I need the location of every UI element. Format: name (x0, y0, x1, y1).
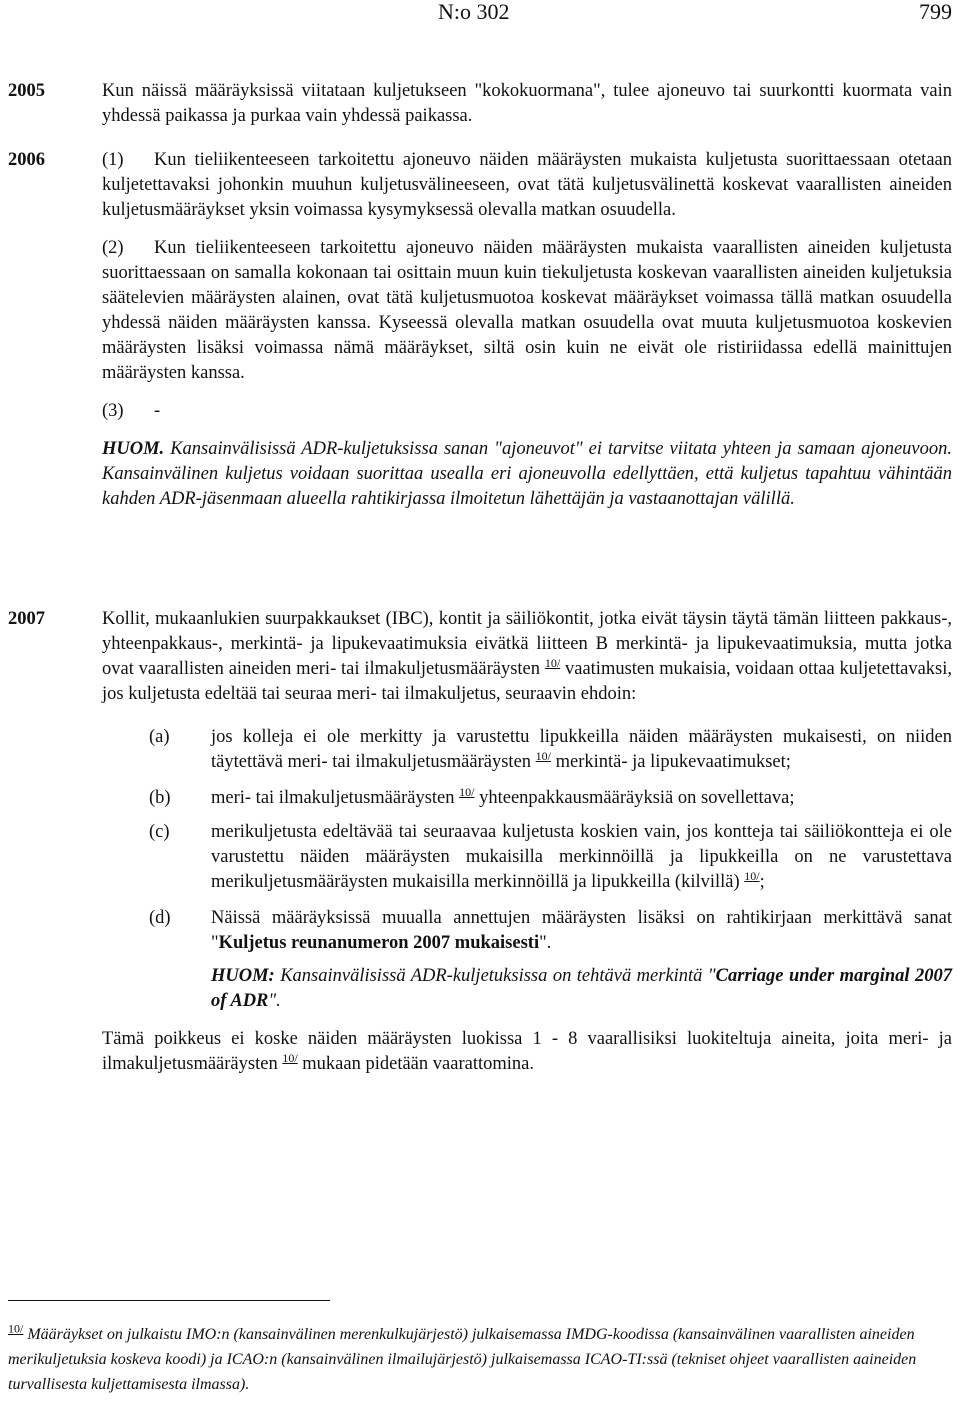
item-text-part: ". (539, 933, 552, 953)
item-text-part: merkintä- ja lipukevaatimukset; (555, 752, 791, 772)
paragraph-label: (3) (102, 401, 124, 421)
section-body (102, 148, 952, 512)
footnote-reference[interactable]: 10/ (535, 748, 551, 763)
note-2007 (149, 964, 952, 1014)
paragraph-text: Kun tieliikenteeseen tarkoitettu ajoneuvo näiden määräysten mukaista vaarallisten aineiden kuljetusta suorittaessaan on samalla kokonaan tai osittain muun kuin tiekuljetusta koskevan vaarallisten aineiden kuljetuksia säätelevien määräysten alainen, ovat tätä kuljetusmuotoa koskevat määräykset voimassa tällä matkan osuudella yhdessä näiden määräysten kanssa. Kyseessä olevalla matkan osuudella ovat muuta kuljetusmuotoa koskevien määräysten lisäksi voimassa nämä määräykset, siltä osin kuin ne eivät ole ristiriidassa edellä mainittujen määräysten kanssa. (102, 238, 952, 383)
item-text-part: meri- tai ilmakuljetusmääräysten (211, 788, 455, 808)
page-number: 799 (919, 0, 952, 24)
footnote-reference[interactable]: 10/ (544, 655, 561, 670)
list-item-c (149, 820, 952, 895)
item-text-part: jos kolleja ei ole merkitty ja varustettu lipukkeilla näiden määräysten mukaisesti, on niiden täytettävä meri- tai ilmakuljetusmääräysten (211, 727, 952, 772)
list-item-label: (b) (149, 788, 171, 808)
section-body (102, 607, 952, 1077)
list-item-label: (a) (149, 727, 170, 747)
intro-text-continued: vaatimusten mukaisia, voidaan ottaa kuljetettavaksi, jos kuljetusta edeltää tai seuraa meri- tai ilmakuljetus, seuraavin ehdoin: (102, 659, 953, 704)
closing-paragraph (102, 1027, 952, 1077)
list-item-b (149, 786, 952, 811)
list-item-a (149, 725, 952, 775)
note-text-end: ". (268, 991, 281, 1011)
page-header-title: N:o 302 (438, 0, 510, 24)
intro-text: Kollit, mukaanlukien suurpakkaukset (IBC), kontit ja säiliökontit, jotka eivät täysin täytä tämän liitteen pakkaus-, yhteenpakkaus-, merkintä- ja lipukevaatimuksia eivätkä liitteen B merkintä- ja lipukevaatimuksia, mutta jotka ovat vaarallisten aineiden meri- tai ilmakuljetusmääräysten (102, 609, 952, 679)
list-item-label: (d) (149, 908, 171, 928)
section-body (102, 79, 952, 129)
list-item-label: (c) (149, 822, 170, 842)
footnote-marker: 10/ (8, 1321, 24, 1336)
list-item-text (211, 786, 952, 811)
list-item-text (211, 906, 952, 956)
paragraph-label: (2) (102, 238, 124, 258)
item-text-part: merikuljetusta edeltävää tai seuraavaa kuljetusta koskien vain, jos kontteja tai säiliökontteja ei ole varustettu näiden määräysten mukaisilla merkinnöillä ja lipukkeilla on ne varustettava merikuljetusmääräysten mukaisilla merkinnöillä ja lipukkeilla (kilvillä) (211, 822, 952, 892)
section-intro (102, 607, 952, 707)
footnote-reference[interactable]: 10/ (459, 784, 475, 799)
paragraph-text: Kun tieliikenteeseen tarkoitettu ajoneuvo näiden määräysten mukaista kuljetusta suorittaessaan otetaan kuljetettavaksi johonkin muuhun kuljetusvälineeseen, ovat tätä kuljetusvälinettä koskevat vaarallisten aineiden kuljetusmääräykset yksin voimassa kysymyksessä olevalla matkan osuudella. (102, 150, 952, 220)
list-item-d (149, 906, 952, 956)
list-item-text (211, 820, 952, 895)
item-text-part: ; (759, 872, 765, 892)
section-number: 2007 (8, 609, 45, 629)
list-item-text (211, 725, 952, 775)
closing-text: Tämä poikkeus ei koske näiden määräysten luokissa 1 - 8 vaarallisiksi luokiteltuja aineita, joita meri- ja ilmakuljetusmääräysten (102, 1029, 952, 1074)
section-number: 2006 (8, 150, 45, 170)
footnote-reference[interactable]: 10/ (282, 1050, 298, 1065)
section-number: 2005 (8, 81, 45, 101)
note-text-bold: Carriage under marginal 2007 of ADR (211, 966, 952, 1011)
note (102, 437, 952, 512)
section-text: Kun näissä määräyksissä viitataan kuljetukseen "kokokuormana", tulee ajoneuvo tai suurkontti kuormata vain yhdessä paikassa ja purkaa vain yhdessä paikassa. (102, 81, 952, 126)
note-heading: HUOM. (102, 439, 165, 459)
note-heading: HUOM: (211, 966, 275, 986)
item-text-part: Näissä määräyksissä muualla annettujen määräysten lisäksi on rahtikirjaan merkittävä sanat " (211, 908, 952, 953)
section-2005 (8, 79, 952, 129)
footnote-reference[interactable]: 10/ (744, 868, 760, 883)
closing-text-continued: mukaan pidetään vaarattomina. (302, 1054, 534, 1074)
item-text-part: yhteenpakkausmääräyksiä on sovellettava; (479, 788, 795, 808)
paragraph-text: - (154, 401, 161, 421)
footnote-text: Määräykset on julkaistu IMO:n (kansainvälinen merenkulkujärjestö) julkaisemassa IMDG-koodissa (kansainvälinen vaarallisten aineiden merikuljetuksia koskeva koodi) ja ICAO:n (kansainvälinen ilmailujärjestö) julkaisemassa ICAO-TI:ssä (tekniset ohjeet vaarallisten aaineiden turvallisesta kuljettamisesta ilmassa). (8, 1326, 917, 1393)
paragraph-1 (102, 148, 952, 223)
section-2007 (8, 607, 952, 1077)
footnote (8, 1322, 952, 1397)
note-text (211, 964, 952, 1014)
paragraph-2 (102, 236, 952, 386)
note-text-part: Kansainvälisissä ADR-kuljetuksissa on tehtävä merkintä " (280, 966, 716, 986)
item-text-bold: Kuljetus reunanumeron 2007 mukaisesti (218, 933, 540, 953)
footnote-divider (8, 1300, 330, 1301)
paragraph-3 (102, 399, 952, 424)
note-text: Kansainvälisissä ADR-kuljetuksissa sanan "ajoneuvot" ei tarvitse viitata yhteen ja samaan ajoneuvoon. Kansainvälinen kuljetus voidaan suorittaa usealla eri ajoneuvolla edellyttäen, että kuljetus tapahtuu vähintään kahden ADR-jäsenmaan alueella rahtikirjassa ilmoitetun lähettäjän ja vastaanottajan välillä. (102, 439, 953, 509)
paragraph-label: (1) (102, 150, 124, 170)
section-2006 (8, 148, 952, 512)
